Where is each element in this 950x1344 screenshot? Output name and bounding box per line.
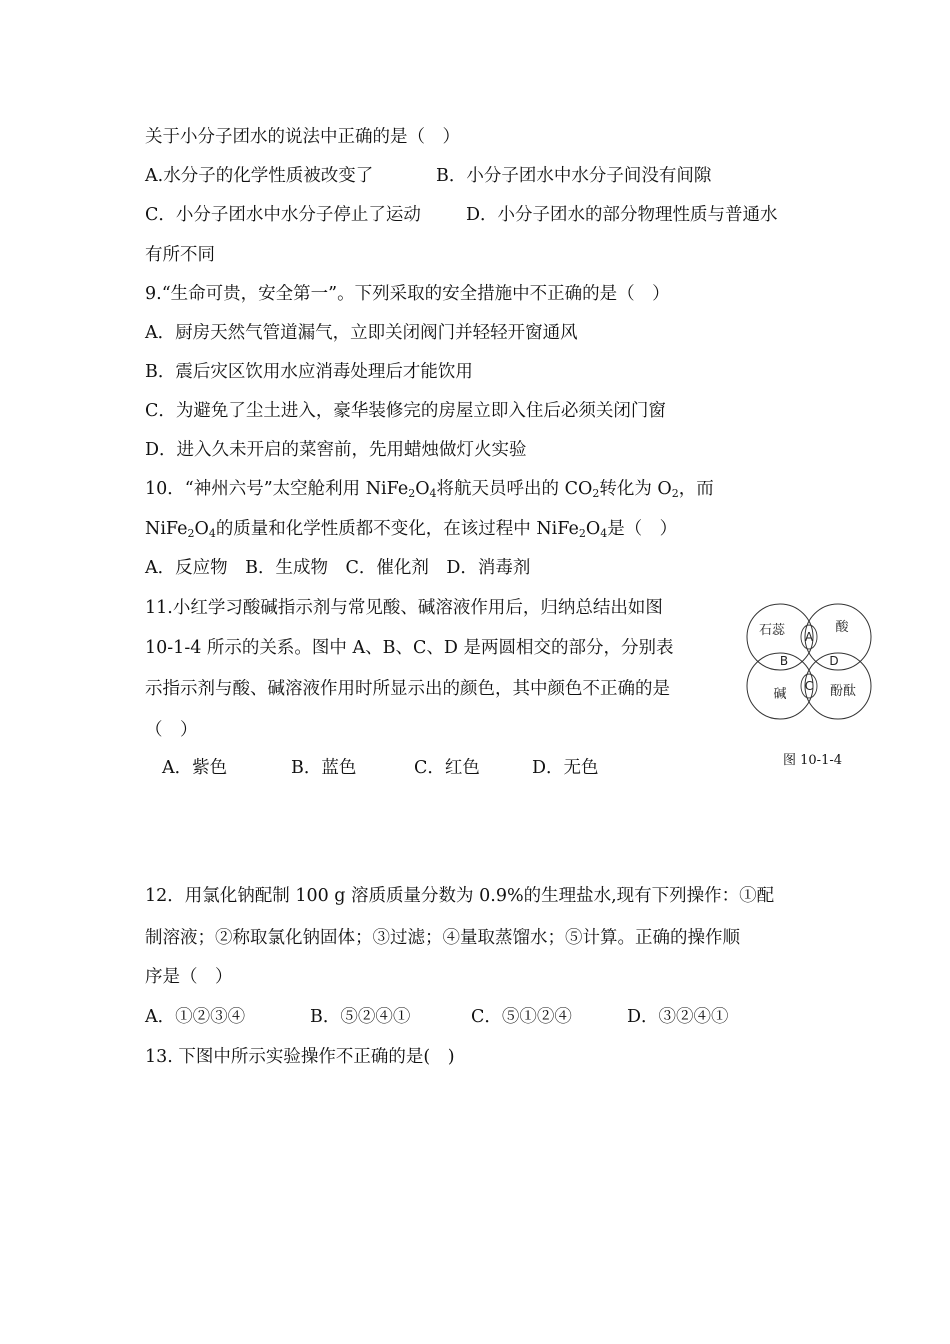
q13-stem: 13. 下图中所示实验操作不正确的是( ) (145, 1047, 455, 1067)
region-label-d: D (829, 654, 839, 668)
q12-stem-line1: 12．用氯化钠配制 100 g 溶质质量分数为 0.9%的生理盐水,现有下列操作：①配 (145, 886, 775, 906)
label-base: 碱 (773, 687, 787, 702)
region-label-c: C (804, 679, 814, 693)
q8-option-c: C．小分子团水中水分子停止了运动 (145, 205, 421, 225)
q10-options: A．反应物 B．生成物 C．催化剂 D．消毒剂 (145, 558, 531, 578)
label-phenolphthalein: 酚酞 (829, 684, 857, 699)
q8-option-d: D．小分子团水的部分物理性质与普通水 (466, 205, 778, 225)
q8-stem: 关于小分子团水的说法中正确的是（ ） (145, 127, 460, 147)
q8-option-a: A.水分子的化学性质被改变了 (145, 166, 374, 186)
q9-option-b: B．震后灾区饮用水应消毒处理后才能饮用 (145, 362, 473, 382)
q11-stem-line2: 10-1-4 所示的关系。图中 A、B、C、D 是两圆相交的部分，分别表 (145, 638, 674, 658)
q9-option-c: C．为避免了尘土进入，豪华装修完的房屋立即入住后必须关闭门窗 (145, 401, 666, 421)
q12-option-b: B．⑤②④① (310, 1007, 411, 1027)
q11-stem-line1: 11.小红学习酸碱指示剂与常见酸、碱溶液作用后，归纳总结出如图 (145, 598, 663, 618)
q9-option-a: A．厨房天然气管道漏气，立即关闭阀门并轻轻开窗通风 (145, 323, 578, 343)
label-litmus: 石蕊 (758, 623, 786, 638)
q9-option-d: D．进入久未开启的菜窖前，先用蜡烛做灯火实验 (145, 440, 527, 460)
q12-option-d: D．③②④① (627, 1007, 729, 1027)
q11-option-a: A．紫色 (162, 758, 228, 778)
q11-stem-line3: 示指示剂与酸、碱溶液作用时所显示出的颜色，其中颜色不正确的是 (145, 679, 670, 699)
q11-option-d: D．无色 (532, 758, 599, 778)
q11-option-b: B．蓝色 (291, 758, 357, 778)
q12-stem-line3: 序是（ ） (145, 967, 233, 987)
q12-option-a: A．①②③④ (145, 1007, 246, 1027)
q11-stem-line4: （ ） (145, 720, 198, 740)
q10-stem-line1: 10．“神州六号”太空舱利用 $NiFe_2O_4$将航天员呼出的 $CO_2$转化为 $O_2$，而 (145, 479, 714, 500)
q10-stem-line2: $NiFe_2O_4$的质量和化学性质都不变化，在该过程中 $NiFe_2O_4$是（ ） (145, 519, 678, 540)
venn-diagram-figure (744, 598, 876, 724)
region-label-b: B (779, 654, 789, 668)
q12-stem-line2: 制溶液；②称取氯化钠固体；③过滤；④量取蒸馏水；⑤计算。正确的操作顺 (145, 928, 740, 948)
label-acid: 酸 (835, 620, 849, 635)
q8-option-b: B．小分子团水中水分子间没有间隙 (436, 166, 712, 186)
figure-caption: 图 10-1-4 (783, 753, 843, 768)
q12-option-c: C．⑤①②④ (471, 1007, 572, 1027)
q8-option-d-continued: 有所不同 (145, 245, 215, 265)
q9-stem: 9.“生命可贵，安全第一”。下列采取的安全措施中不正确的是（ ） (145, 284, 670, 304)
region-label-a: A (804, 630, 814, 644)
q11-option-c: C．红色 (414, 758, 480, 778)
